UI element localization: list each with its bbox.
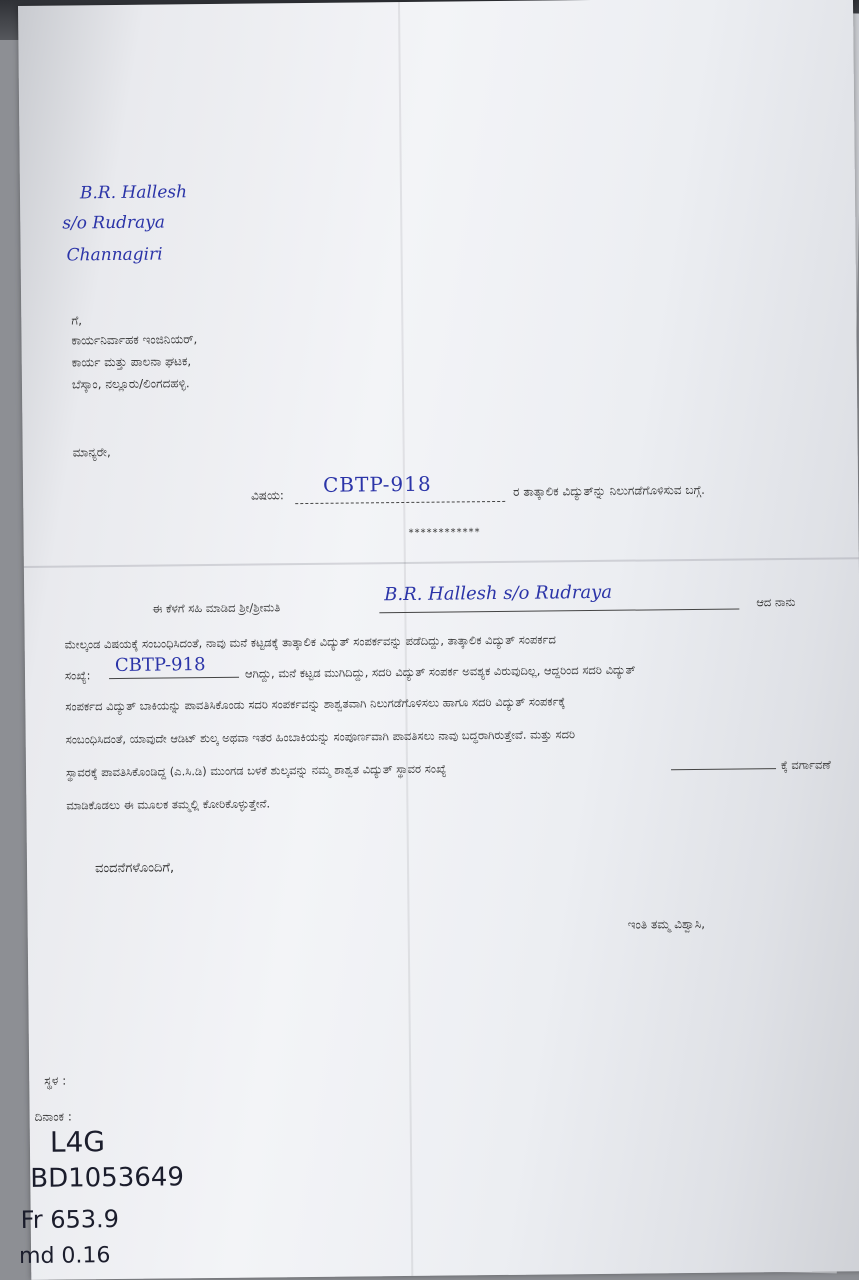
body-line-2: ಮೇಲ್ಕಂಡ ವಿಷಯಕ್ಕೆ ಸಂಬಂಧಿಸಿದಂತೆ, ನಾವು ಮನೆ ಕಟ್ಟಡಕ್ಕೆ ತಾತ್ಕಾಲಿಕ ವಿದ್ಯುತ್ ಸಂಪರ್ಕವನ್ನು ಪಡೆದಿದ್ದು, ತಾತ್ಕಾಲಿಕ ವಿದ್ಯುತ್ ಸಂಪರ್ಕದ: [64, 632, 556, 652]
signature-line: ಇಂತಿ ತಮ್ಮ ವಿಶ್ವಾಸಿ,: [627, 916, 706, 932]
place-label: ಸ್ಥಳ :: [44, 1073, 67, 1088]
letter-document: [18, 0, 859, 1280]
body-line-1-end: ಆದ ನಾನು: [756, 594, 796, 610]
body-line-6-end: ಕ್ಕೆ ವರ್ಗಾವಣೆ: [780, 757, 831, 773]
closing-greeting: ವಂದನೆಗಳೊಂದಿಗೆ,: [94, 860, 175, 877]
recipient-office: ಬೆಸ್ಕಾಂ, ನಲ್ಲೂರು/ಲಿಂಗದಹಳ್ಳಿ.: [71, 376, 190, 392]
paper-fold: [24, 557, 859, 568]
applicant-underline: [379, 608, 739, 613]
sender-place: Channagiri: [66, 244, 163, 266]
recipient-unit: ಕಾರ್ಯ ಮತ್ತು ಪಾಲನಾ ಘಟಕ,: [71, 354, 192, 370]
date-label: ದಿನಾಂಕ :: [34, 1109, 72, 1124]
applicant-name: B.R. Hallesh s/o Rudraya: [384, 581, 613, 606]
recipient-to: ಗೆ,: [71, 313, 83, 328]
connection-number: CBTP-918: [114, 654, 206, 677]
recipient-designation: ಕಾರ್ಯನಿರ್ವಾಹಕ ಇಂಜಿನಿಯರ್,: [71, 332, 198, 348]
connection-underline: [109, 677, 239, 679]
separator: ************: [408, 527, 481, 539]
subject-value: CBTP-918: [322, 471, 432, 497]
handwritten-note-4: md 0.16: [18, 1243, 111, 1270]
handwritten-note-2: BD1053649: [30, 1162, 185, 1194]
handwritten-note-1: L4G: [49, 1125, 106, 1159]
body-line-3-start: ಸಂಖ್ಯೆ:: [64, 668, 91, 683]
body-line-4: ಸಂಪರ್ಕದ ವಿದ್ಯುತ್ ಬಾಕಿಯನ್ನು ಪಾವತಿಸಿಕೊಂಡು ಸದರಿ ಸಂಪರ್ಕವನ್ನು ಶಾಶ್ವತವಾಗಿ ನಿಲುಗಡೆಗೊಳಿಸಲು ಹಾಗೂ ಸದರಿ ವಿದ್ಯುತ್ ಸಂಪರ್ಕಕ್ಕೆ: [65, 694, 566, 714]
sender-relation: s/o Rudraya: [62, 212, 166, 234]
body-line-1-start: ಈ ಕೆಳಗೆ ಸಹಿ ಮಾಡಿದ ಶ್ರೀ/ಶ್ರೀಮತಿ: [152, 600, 281, 616]
body-line-6-start: ಸ್ಥಾವರಕ್ಕೆ ಪಾವತಿಸಿಕೊಂಡಿದ್ದ (ಎ.ಸಿ.ಡಿ) ಮುಂಗಡ ಬಳಕೆ ಶುಲ್ಕವನ್ನು ನಮ್ಮ ಶಾಶ್ವತ ವಿದ್ಯುತ್ ಸ್ಥಾವರ ಸಂಖ್ಯೆ: [65, 761, 447, 780]
subject-underline: [295, 501, 505, 504]
subject-text: ರ ತಾತ್ಕಾಲಿಕ ವಿದ್ಯುತ್‌ನ್ನು ನಿಲುಗಡೆಗೊಳಿಸುವ ಬಗ್ಗೆ.: [513, 482, 706, 499]
installation-number-blank: [671, 768, 776, 770]
body-line-5: ಸಂಬಂಧಿಸಿದಂತೆ, ಯಾವುದೇ ಆಡಿಟ್ ಶುಲ್ಕ ಅಥವಾ ಇತರ ಹಿಂಬಾಕಿಯನ್ನು ಸಂಪೂರ್ಣವಾಗಿ ಪಾವತಿಸಲು ನಾವು ಬದ್ಧರಾಗಿರುತ್ತೇವೆ. ಮತ್ತು ಸದರಿ: [65, 727, 576, 747]
body-line-7: ಮಾಡಿಕೊಡಲು ಈ ಮೂಲಕ ತಮ್ಮಲ್ಲಿ ಕೋರಿಕೊಳ್ಳುತ್ತೇನೆ.: [66, 796, 271, 813]
body-line-3-end: ಆಗಿದ್ದು, ಮನೆ ಕಟ್ಟಡ ಮುಗಿದಿದ್ದು, ಸದರಿ ವಿದ್ಯುತ್ ಸಂಪರ್ಕ ಅವಶ್ಯಕ ವಿರುವುದಿಲ್ಲ, ಆದ್ದರಿಂದ ಸದರಿ ವಿದ್ಯುತ್: [244, 662, 636, 681]
sender-name: B.R. Hallesh: [79, 182, 188, 204]
handwritten-note-3: Fr 653.9: [20, 1205, 120, 1235]
subject-label: ವಿಷಯ:: [251, 488, 285, 503]
salutation: ಮಾನ್ಯರೇ,: [72, 445, 111, 460]
